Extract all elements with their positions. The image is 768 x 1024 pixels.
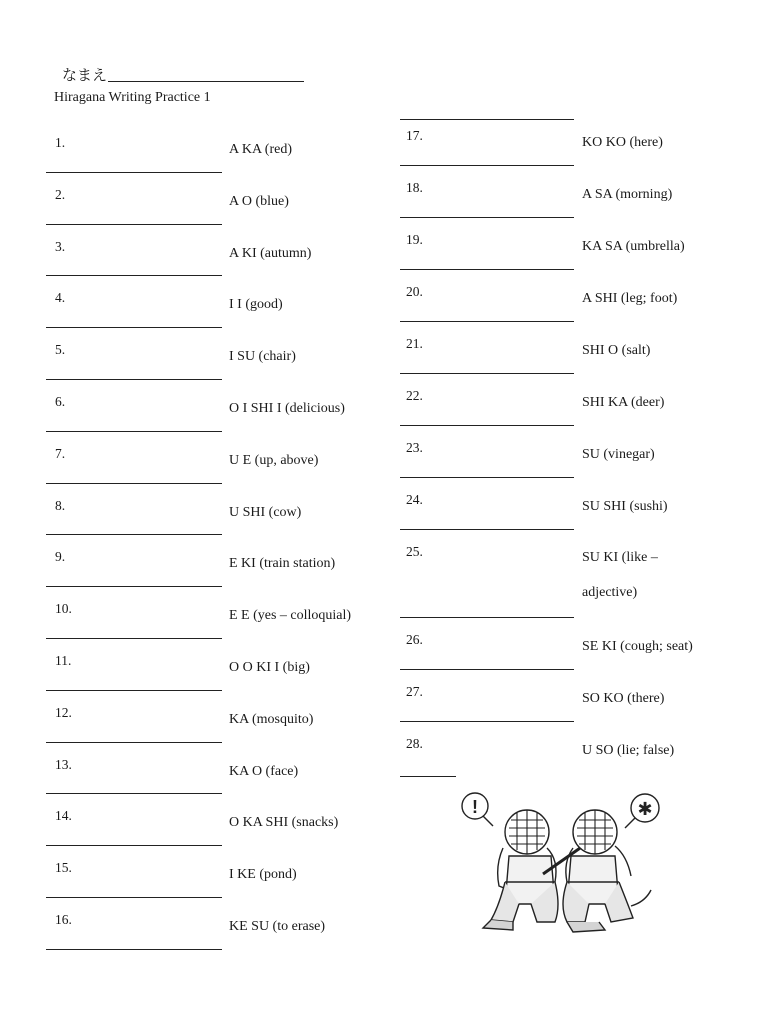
romaji-prompt: KA (mosquito): [229, 711, 314, 727]
writing-line[interactable]: [400, 373, 574, 374]
worksheet-title: Hiragana Writing Practice 1: [54, 90, 211, 105]
writing-line[interactable]: [400, 269, 574, 270]
romaji-prompt: U SO (lie; false): [582, 743, 675, 758]
item-number: 7.: [55, 445, 66, 461]
kendo-illustration: [455, 786, 675, 938]
writing-line[interactable]: [400, 721, 574, 722]
item-number: 10.: [55, 601, 72, 617]
item-number: 15.: [55, 860, 72, 876]
item-number: 11.: [55, 653, 72, 668]
writing-line[interactable]: [46, 742, 222, 743]
item-number: 21.: [406, 336, 423, 351]
item-number: 13.: [55, 756, 72, 772]
romaji-prompt: A KA (red): [229, 142, 292, 157]
writing-line[interactable]: [400, 425, 574, 426]
writing-line[interactable]: [46, 534, 222, 535]
romaji-prompt: SU (vinegar): [582, 447, 655, 462]
writing-line[interactable]: [46, 275, 222, 276]
writing-line[interactable]: [400, 217, 574, 218]
romaji-prompt: O O KI I (big): [229, 660, 310, 675]
speech-bubble-left: [462, 793, 493, 826]
romaji-prompt: A O (blue): [229, 193, 289, 209]
writing-line[interactable]: [400, 669, 574, 670]
romaji-prompt: I I (good): [229, 297, 283, 313]
writing-line[interactable]: [46, 690, 222, 691]
writing-line[interactable]: [400, 165, 574, 166]
item-number: 18.: [406, 180, 423, 195]
romaji-prompt: I SU (chair): [229, 349, 296, 365]
item-number: 19.: [406, 232, 423, 247]
item-number: 20.: [406, 284, 423, 299]
item-number: 6.: [55, 394, 66, 409]
romaji-prompt: SHI O (salt): [582, 343, 651, 358]
item-number: 9.: [55, 549, 66, 565]
writing-line[interactable]: [400, 529, 574, 530]
writing-line[interactable]: [46, 949, 222, 950]
item-number: 3.: [55, 238, 66, 254]
item-number: 12.: [55, 704, 72, 720]
item-number: 4.: [55, 290, 66, 306]
item-number: 17.: [406, 128, 423, 143]
kendo-figure-right: [563, 810, 651, 932]
item-number: 16.: [55, 912, 72, 927]
writing-line[interactable]: [46, 172, 222, 173]
item-number: 2.: [55, 186, 66, 202]
item-number: 1.: [55, 135, 66, 150]
romaji-prompt: O I SHI I (delicious): [229, 401, 345, 416]
writing-line[interactable]: [46, 327, 222, 328]
item-number: 14.: [55, 808, 72, 824]
romaji-prompt: SO KO (there): [582, 691, 665, 706]
romaji-prompt: SU SHI (sushi): [582, 499, 668, 514]
top-writing-line-right: [400, 119, 574, 120]
romaji-prompt: U E (up, above): [229, 452, 319, 468]
item-number: 24.: [406, 492, 423, 507]
romaji-prompt: U SHI (cow): [229, 504, 302, 520]
romaji-prompt: KO KO (here): [582, 135, 663, 150]
romaji-prompt: KA SA (umbrella): [582, 239, 685, 254]
exclamation-glyph: !: [472, 797, 478, 817]
writing-line[interactable]: [46, 793, 222, 794]
item-number: 27.: [406, 684, 423, 699]
writing-line[interactable]: [46, 897, 222, 898]
romaji-prompt: O KA SHI (snacks): [229, 815, 339, 831]
romaji-prompt: I KE (pond): [229, 867, 297, 883]
romaji-prompt: SU KI (like – adjective): [582, 550, 658, 600]
item-number: 22.: [406, 388, 423, 403]
writing-line[interactable]: [400, 617, 574, 618]
item-number: 5.: [55, 342, 66, 358]
name-label: なまえ: [62, 68, 108, 84]
writing-line[interactable]: [46, 483, 222, 484]
writing-line[interactable]: [46, 379, 222, 380]
romaji-prompt: A SHI (leg; foot): [582, 291, 678, 306]
romaji-prompt: E E (yes – colloquial): [229, 608, 352, 624]
item-number: 8.: [55, 497, 66, 513]
romaji-prompt: SHI KA (deer): [582, 395, 665, 410]
asterisk-glyph: ✱: [637, 799, 653, 820]
speech-bubble-right: [625, 794, 659, 828]
writing-line[interactable]: [46, 431, 222, 432]
writing-line[interactable]: [46, 586, 222, 587]
romaji-prompt: A SA (morning): [582, 187, 673, 202]
extra-writing-line: [400, 776, 456, 777]
item-number: 23.: [406, 440, 423, 455]
romaji-prompt: A KI (autumn): [229, 245, 312, 261]
romaji-prompt: SE KI (cough; seat): [582, 639, 693, 654]
item-number: 28.: [406, 736, 423, 751]
name-writing-line: [108, 81, 304, 82]
romaji-prompt: KE SU (to erase): [229, 919, 326, 934]
romaji-prompt: E KI (train station): [229, 556, 336, 572]
romaji-prompt: KA O (face): [229, 763, 299, 779]
writing-line[interactable]: [46, 845, 222, 846]
item-number: 26.: [406, 632, 423, 647]
writing-line[interactable]: [400, 321, 574, 322]
item-number: 25.: [406, 544, 423, 559]
writing-line[interactable]: [400, 477, 574, 478]
writing-line[interactable]: [46, 638, 222, 639]
writing-line[interactable]: [46, 224, 222, 225]
